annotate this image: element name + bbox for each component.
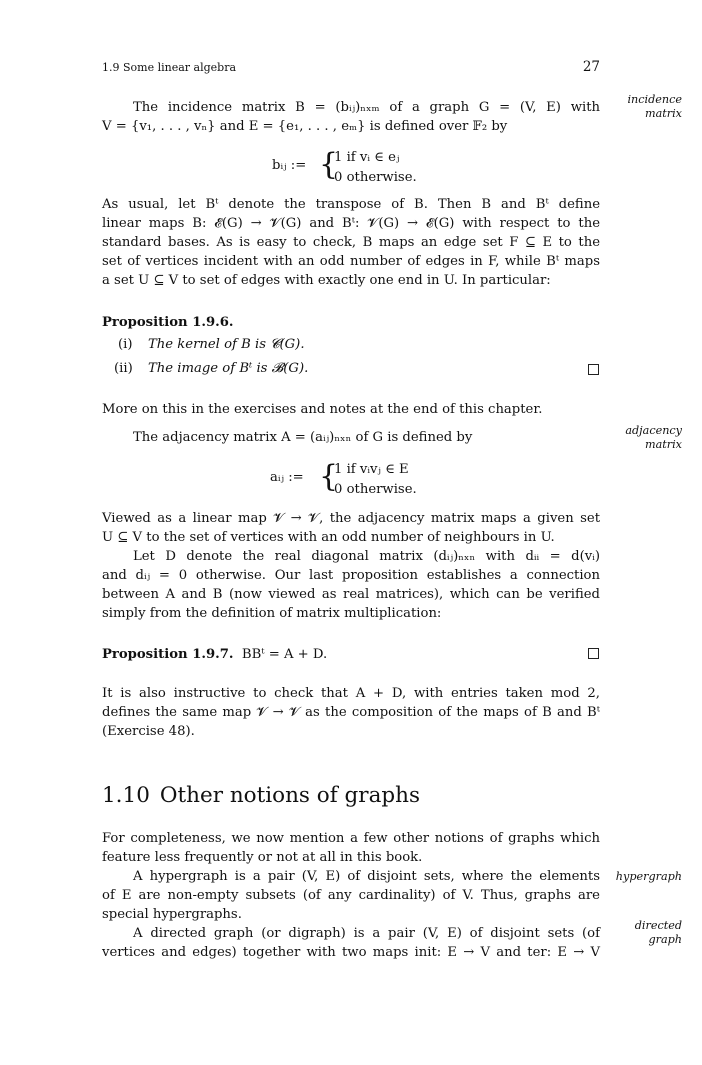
case-line: 1 if vᵢvⱼ ∈ E xyxy=(334,462,409,477)
margin-note-incidence-matrix xyxy=(610,93,682,121)
proposition-1-9-6-heading xyxy=(102,313,600,332)
text-line: defines the same map 𝓥 → 𝓥 as the composition of the maps of B and Bᵗ xyxy=(102,705,600,720)
margin-note-line: matrix xyxy=(644,438,682,451)
text-line: Viewed as a linear map 𝓥 → 𝓥, the adjacency matrix maps a given set xyxy=(102,511,600,526)
margin-note-line: incidence xyxy=(627,93,682,106)
running-head-section: 1.9 Some linear algebra xyxy=(102,61,237,74)
transpose-paragraph xyxy=(102,195,600,290)
left-brace: { xyxy=(319,459,339,494)
case-line: 1 if vᵢ ∈ eⱼ xyxy=(334,150,400,165)
page-number: 27 xyxy=(582,59,600,75)
proposition-1-9-7 xyxy=(102,645,600,664)
margin-note-line: matrix xyxy=(644,107,682,120)
text-line: A directed graph (or digraph) is a pair (V, E) of disjoint sets (of xyxy=(133,926,600,941)
mod-2-paragraph xyxy=(102,684,600,741)
margin-note-line: adjacency xyxy=(625,424,682,437)
margin-note-adjacency-matrix xyxy=(610,424,682,452)
text-line: Let D denote the real diagonal matrix (dᵢⱼ)ₙₓₙ with dᵢᵢ = d(vᵢ) xyxy=(133,549,600,564)
margin-note-directed-graph xyxy=(610,919,682,947)
text-line: A hypergraph is a pair (V, E) of disjoint sets, where the elements xyxy=(133,869,600,884)
text-line: U ⊆ V to the set of vertices with an odd number of neighbours in U. xyxy=(102,530,555,545)
linear-map-paragraph xyxy=(102,509,600,623)
item-number: (i) xyxy=(118,337,133,352)
qed-box xyxy=(588,648,599,659)
adjacency-matrix-paragraph xyxy=(102,428,600,447)
section-heading xyxy=(102,783,420,808)
margin-note-hypergraph xyxy=(610,870,682,884)
text-line: simply from the definition of matrix multiplication: xyxy=(102,606,442,621)
margin-note-line: graph xyxy=(648,933,682,946)
proposition-heading: Proposition 1.9.7. xyxy=(102,647,234,662)
adjacency-definition-display xyxy=(270,459,470,502)
text-line: The incidence matrix B = (bᵢⱼ)ₙₓₘ of a graph G = (V, E) with xyxy=(133,100,600,115)
case-line: 0 otherwise. xyxy=(334,170,417,185)
running-head xyxy=(102,59,600,75)
text-line: special hypergraphs. xyxy=(102,907,242,922)
text-line: (Exercise 48). xyxy=(102,724,195,739)
proposition-heading: Proposition 1.9.6. xyxy=(102,315,234,330)
margin-note-line: directed xyxy=(634,919,682,932)
text-line: It is also instructive to check that A + D, with entries taken mod 2, xyxy=(102,686,600,701)
item-number: (ii) xyxy=(114,361,133,376)
text-line: The adjacency matrix A = (aᵢⱼ)ₙₓₙ of G is defined by xyxy=(133,430,473,445)
display-lhs: bᵢⱼ := xyxy=(272,158,307,173)
proposition-line xyxy=(102,645,600,664)
incidence-matrix-paragraph xyxy=(102,98,600,136)
text-line: vertices and edges) together with two maps init: E → V and ter: E → V xyxy=(102,945,600,960)
text-line: V = {v₁, . . . , vₙ} and E = {e₁, . . . , eₘ} is defined over 𝔽₂ by xyxy=(102,119,508,134)
item-text: The image of Bᵗ is 𝓑(G). xyxy=(148,361,309,376)
section-title: Other notions of graphs xyxy=(159,783,421,808)
left-brace: { xyxy=(319,147,339,182)
proposition-item-ii xyxy=(114,361,309,376)
other-notions-paragraph xyxy=(102,829,600,962)
proposition-statement: BBᵗ = A + D. xyxy=(241,647,328,662)
text-line: and dᵢⱼ = 0 otherwise. Our last proposition establishes a connection xyxy=(102,568,600,583)
margin-note-line: hypergraph xyxy=(615,870,682,883)
text-line: linear maps B: 𝓔(G) → 𝓥(G) and Bᵗ: 𝓥(G) → 𝓔(G) with respect to the xyxy=(102,216,600,231)
item-text: The kernel of B is 𝓒(G). xyxy=(148,337,305,352)
exercises-note-paragraph xyxy=(102,400,600,419)
text-line: More on this in the exercises and notes at the end of this chapter. xyxy=(102,402,543,417)
text-line: standard bases. As is easy to check, B maps an edge set F ⊆ E to the xyxy=(102,235,600,250)
text-line: between A and B (now viewed as real matrices), which can be verified xyxy=(102,587,600,602)
text-line: set of vertices incident with an odd number of edges in F, while Bᵗ maps xyxy=(102,254,600,269)
qed-box xyxy=(588,364,599,375)
section-number: 1.10 xyxy=(102,783,150,808)
text-line: For completeness, we now mention a few other notions of graphs which xyxy=(102,831,600,846)
display-lhs: aᵢⱼ := xyxy=(270,470,304,485)
proposition-item-i xyxy=(118,337,305,352)
incidence-definition-display xyxy=(272,147,472,190)
text-line: As usual, let Bᵗ denote the transpose of B. Then B and Bᵗ define xyxy=(102,197,600,212)
text-line: feature less frequently or not at all in this book. xyxy=(102,850,423,865)
case-line: 0 otherwise. xyxy=(334,482,417,497)
text-line: of E are non-empty subsets (of any cardinality) of V. Thus, graphs are xyxy=(102,888,600,903)
text-line: a set U ⊆ V to set of edges with exactly one end in U. In particular: xyxy=(102,273,551,288)
